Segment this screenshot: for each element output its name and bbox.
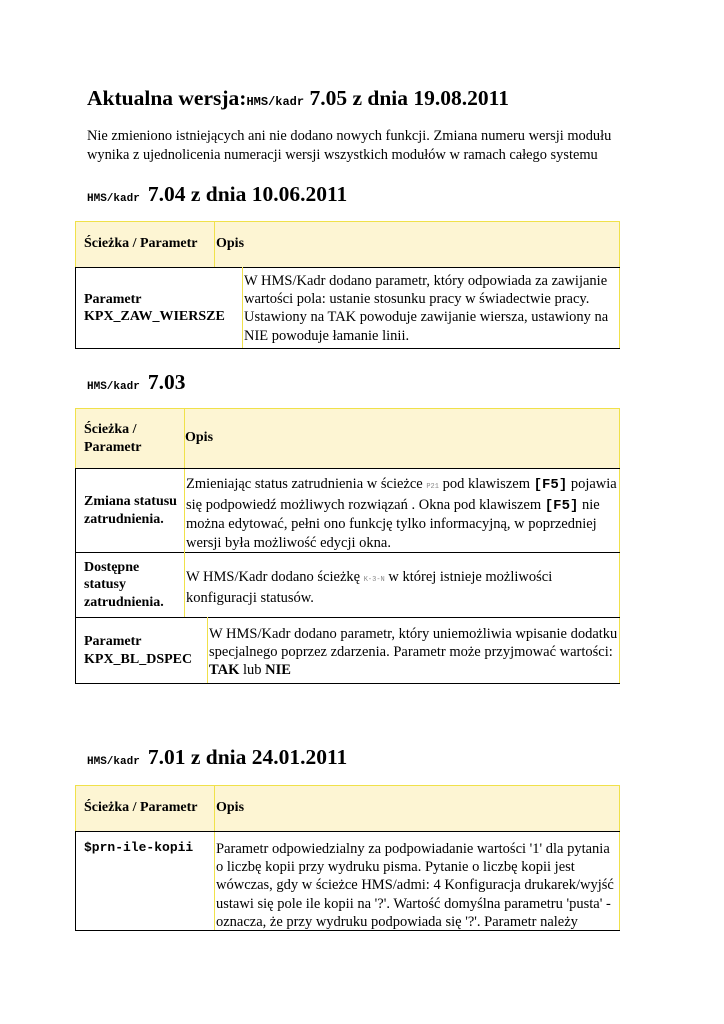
row-label: $prn-ile-kopii [84, 840, 194, 855]
row-description: Zmieniając status zatrudnienia w ścieżce P21 pod klawiszem [F5] pojawia się podpowiedź możliwych rozwiązań . Okna pod klawiszem [F5] nie można edytować, pełni ono funkcję tylko informacyjną, w poprzedniej wersji była możliwość edycji okna. [186, 476, 617, 551]
page-title [87, 86, 509, 111]
intro-paragraph: Nie zmieniono istniejących ani nie dodano nowych funkcji. Zmiana numeru wersji modułu wynika z ujednolicenia numeracji wersji wszystkich modułów w ramach całego systemu [87, 128, 612, 163]
header-path: Ścieżka / Parametr [84, 236, 198, 252]
section-module: HMS/kadr [87, 193, 140, 205]
section-title: 7.03 [147, 370, 186, 394]
title-prefix: Aktualna wersja: [87, 86, 247, 110]
section-heading-703 [87, 370, 185, 395]
title-module: HMS/kadr [246, 95, 305, 109]
f5-key: [F5] [533, 477, 568, 493]
header-desc: Opis [216, 800, 245, 816]
section-module: HMS/kadr [87, 381, 140, 393]
header-path: Ścieżka / Parametr [84, 421, 142, 455]
title-rest: 7.05 z dnia 19.08.2011 [304, 86, 509, 110]
f5-key: [F5] [544, 498, 579, 515]
row-description: W HMS/Kadr dodano parametr, który uniemożliwia wpisanie dodatku specjalnego poprzez zdarzenia. Parametr może przyjmować wartości: TAK lub NIE [209, 626, 618, 679]
path-code: P21 [426, 483, 439, 491]
row-label: Dostępne statusy zatrudnienia. [84, 559, 164, 610]
section-title: 7.01 z dnia 24.01.2011 [147, 745, 348, 769]
section-module: HMS/kadr [87, 756, 140, 768]
row-description: W HMS/Kadr dodano parametr, który odpowiada za zawijanie wartości pola: ustanie stosunku pracy w świadectwie pracy. Ustawiony na TAK powoduje zawijanie wiersza, ustawiony na NIE powoduje łamanie linii. [244, 273, 609, 344]
section-heading-704 [87, 182, 347, 207]
row-label: Zmiana statusu zatrudnienia. [84, 494, 177, 527]
header-path: Ścieżka / Parametr [84, 800, 198, 816]
row-description: W HMS/Kadr dodano ścieżkę K-3-N w której istnieje możliwości konfiguracji statusów. [186, 569, 553, 607]
row-label: Parametr KPX_BL_DSPEC [84, 634, 193, 667]
section-title: 7.04 z dnia 10.06.2011 [147, 182, 348, 206]
row-label: Parametr KPX_ZAW_WIERSZE [84, 291, 225, 324]
section-heading-701 [87, 745, 347, 770]
path-code: K-3-N [363, 576, 385, 584]
row-description: Parametr odpowiedzialny za podpowiadanie wartości '1' dla pytania o liczbę kopii przy wydruku pisma. Pytanie o liczbę kopii jest wówczas, gdy w ścieżce HMS/admi: 4 Konfiguracja drukarek/wyjść ustawi się pole ile kopii na '?'. Wartość domyślna parametru 'pusta' - oznacza, że przy wydruku podpowiada się '?'. Parametr należy [216, 841, 614, 930]
header-desc: Opis [216, 236, 245, 252]
header-desc: Opis [185, 430, 214, 446]
